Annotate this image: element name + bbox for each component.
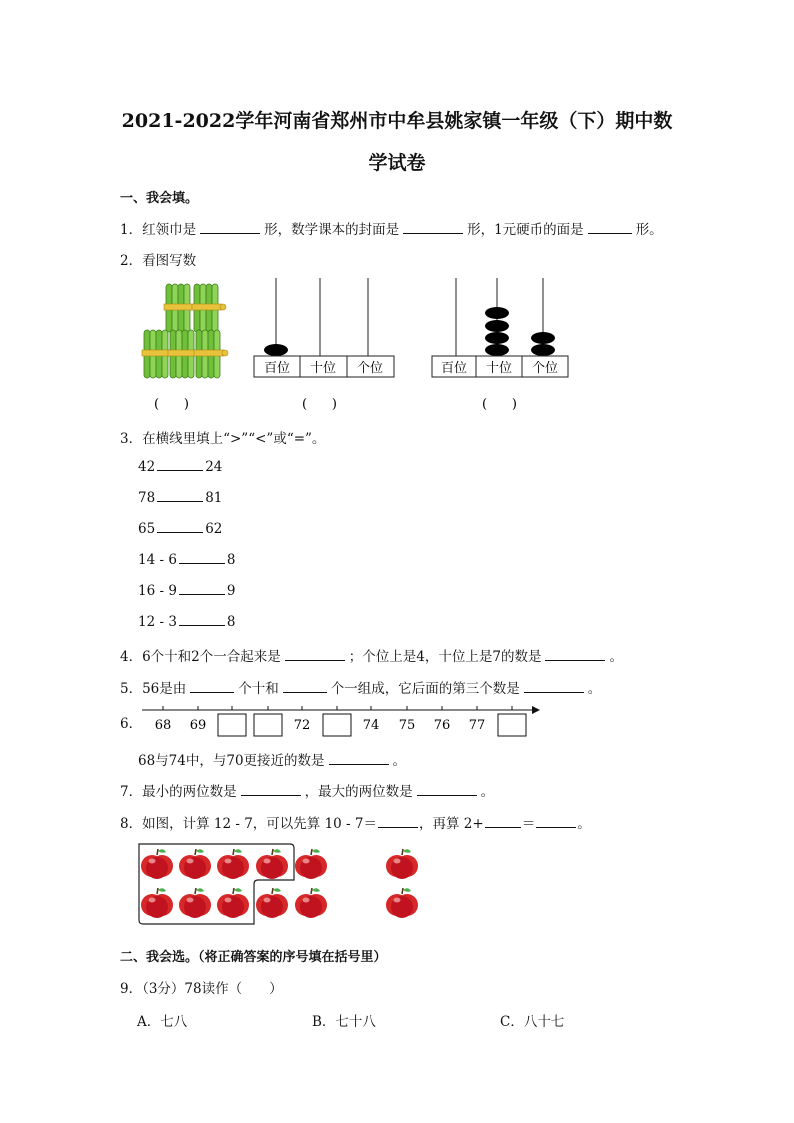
number-line-box[interactable] [498, 714, 526, 736]
q7-text-1: 最小的两位数是 [142, 784, 237, 800]
compare-right: 81 [205, 490, 223, 506]
compare-right: 8 [226, 552, 236, 568]
q5-text-2: 个十和 [238, 681, 279, 697]
q8-blank-1[interactable] [378, 815, 418, 828]
apple-icon [179, 888, 211, 918]
q8-blank-2[interactable] [485, 815, 521, 828]
q6-text-1: 68与74中，与70更接近的数是 [138, 753, 325, 769]
number-line-label: 74 [362, 718, 380, 733]
abacus-label-ones: 个位 [356, 361, 384, 376]
q6-blank[interactable] [329, 752, 389, 765]
number-line-box[interactable] [218, 714, 246, 736]
q1-text-2: 形，数学课本的封面是 [264, 222, 400, 238]
abacus-label-tens: 十位 [485, 361, 513, 376]
q7-number: 7． [120, 784, 143, 800]
compare-right: 62 [205, 521, 223, 537]
q8-text-1: 如图，计算 12 - 7，可以先算 10 - 7＝ [142, 816, 377, 832]
number-line-label: 72 [293, 718, 311, 733]
q5-number: 5． [120, 681, 143, 697]
abacus-bead [531, 332, 555, 344]
q1-blank-3[interactable] [588, 221, 632, 234]
question-4 [120, 645, 623, 665]
apple-figure [136, 840, 426, 930]
compare-item [138, 489, 222, 506]
q6-number: 6． [120, 716, 143, 732]
compare-blank[interactable] [157, 520, 203, 533]
page-title-line2: 学试卷 [368, 152, 426, 174]
question-7 [120, 780, 494, 800]
question-8 [120, 812, 591, 832]
q1-text-4: 形。 [635, 222, 663, 238]
abacus-bead [485, 307, 509, 319]
apple-icon [141, 888, 173, 918]
number-line-label: 68 [154, 718, 172, 733]
question-5 [120, 677, 601, 697]
q7-blank-1[interactable] [241, 783, 301, 796]
question-9-label: 9．（3分）78读作（ ） [120, 981, 283, 997]
answer-paren-3[interactable]: ( ) [482, 397, 517, 412]
number-line-label: 75 [398, 718, 416, 733]
abacus-bead [485, 320, 509, 332]
abacus-label-ones: 个位 [531, 361, 559, 376]
q8-text-4: 。 [577, 816, 591, 832]
abacus-label-hundreds: 百位 [440, 361, 468, 376]
number-line-label: 69 [189, 718, 207, 733]
compare-blank[interactable] [179, 582, 225, 595]
number-line [138, 700, 548, 742]
abacus-bead [264, 344, 288, 356]
compare-blank[interactable] [179, 551, 225, 564]
answer-paren-1[interactable]: ( ) [154, 397, 189, 412]
compare-right: 24 [205, 459, 223, 475]
compare-blank[interactable] [179, 613, 225, 626]
apple-icon [256, 888, 288, 918]
q1-number: 1． [120, 222, 143, 238]
q5-blank-1[interactable] [190, 680, 234, 693]
apple-icon [386, 888, 418, 918]
q7-blank-2[interactable] [417, 783, 477, 796]
q8-text-2: ，再算 2+ [419, 816, 484, 832]
option-b[interactable]: B．七十八 [312, 1014, 376, 1030]
q5-text-4: 。 [587, 681, 602, 697]
question-1 [120, 218, 663, 238]
apple-icon [295, 849, 327, 879]
apple-icon [179, 849, 211, 879]
q8-blank-3[interactable] [536, 815, 576, 828]
compare-left: 16 - 9 [138, 583, 177, 599]
apple-icon [141, 849, 173, 879]
stick-bundle-icon [194, 330, 228, 378]
q8-number: 8． [120, 816, 143, 832]
compare-item [138, 520, 222, 537]
question-3-label: 3．在横线里填上“>”“<”或“=”。 [120, 431, 326, 447]
q1-blank-2[interactable] [403, 221, 463, 234]
q5-text-3: 个一组成，它后面的第三个数是 [330, 681, 520, 697]
stick-bundle-icon [192, 284, 226, 332]
number-line-box[interactable] [254, 714, 282, 736]
compare-blank[interactable] [157, 489, 203, 502]
abacus-bead [531, 344, 555, 356]
question-2-label: 2．看图写数 [120, 253, 197, 269]
compare-item [138, 613, 236, 630]
compare-left: 12 - 3 [138, 614, 177, 630]
apple-icon [217, 849, 249, 879]
number-line-label: 77 [468, 718, 486, 733]
compare-item [138, 582, 236, 599]
compare-right: 9 [226, 583, 236, 599]
compare-item [138, 458, 222, 475]
q6-subquestion [138, 749, 406, 769]
q1-text-3: 形，1元硬币的面是 [467, 222, 584, 238]
abacus-label-hundreds: 百位 [263, 361, 291, 376]
q4-blank-1[interactable] [285, 648, 345, 661]
abacus-label-tens: 十位 [309, 361, 337, 376]
compare-blank[interactable] [157, 458, 203, 471]
abacus-1 [254, 278, 394, 377]
section-heading-choose: 二、我会选。（将正确答案的序号填在括号里） [120, 950, 387, 965]
compare-right: 8 [226, 614, 236, 630]
page-title: 2021-2022学年河南省郑州市中牟县姚家镇一年级（下）期中数 [121, 110, 673, 132]
q1-blank-1[interactable] [200, 221, 260, 234]
q2-figure [130, 272, 580, 417]
q7-text-2: ，最大的两位数是 [304, 784, 413, 800]
answer-paren-2[interactable]: ( ) [302, 397, 337, 412]
q8-text-3: ＝ [521, 816, 536, 832]
apple-icon [256, 849, 288, 879]
option-a[interactable]: A．七八 [137, 1014, 188, 1030]
abacus-bead [485, 332, 509, 344]
abacus-2 [432, 278, 568, 377]
q4-blank-2[interactable] [545, 648, 605, 661]
q4-text-3: 。 [609, 649, 623, 665]
number-line-box[interactable] [323, 714, 351, 736]
arrow-head-icon [532, 706, 540, 714]
apple-icon [386, 849, 418, 879]
compare-left: 78 [138, 490, 156, 506]
q4-text-1: 6个十和2个一合起来是 [142, 649, 281, 665]
q4-number: 4． [120, 649, 143, 665]
number-line-label: 76 [433, 718, 451, 733]
abacus-bead [485, 344, 509, 356]
stick-bundles [142, 284, 228, 378]
compare-left: 42 [138, 459, 156, 475]
q4-text-2: ；个位上是4，十位上是7的数是 [348, 649, 542, 665]
compare-left: 65 [138, 521, 156, 537]
compare-item [138, 551, 236, 568]
q1-text-1: 红领巾是 [142, 222, 197, 238]
q5-text-1: 56是由 [142, 681, 187, 697]
apple-icon [217, 888, 249, 918]
q7-text-3: 。 [480, 784, 495, 800]
option-c[interactable]: C．八十七 [500, 1014, 565, 1030]
q6-text-2: 。 [392, 753, 407, 769]
section-heading-fill: 一、我会填。 [120, 191, 199, 206]
compare-left: 14 - 6 [138, 552, 177, 568]
apple-icon [295, 888, 327, 918]
q5-blank-2[interactable] [283, 680, 327, 693]
q5-blank-3[interactable] [524, 680, 584, 693]
